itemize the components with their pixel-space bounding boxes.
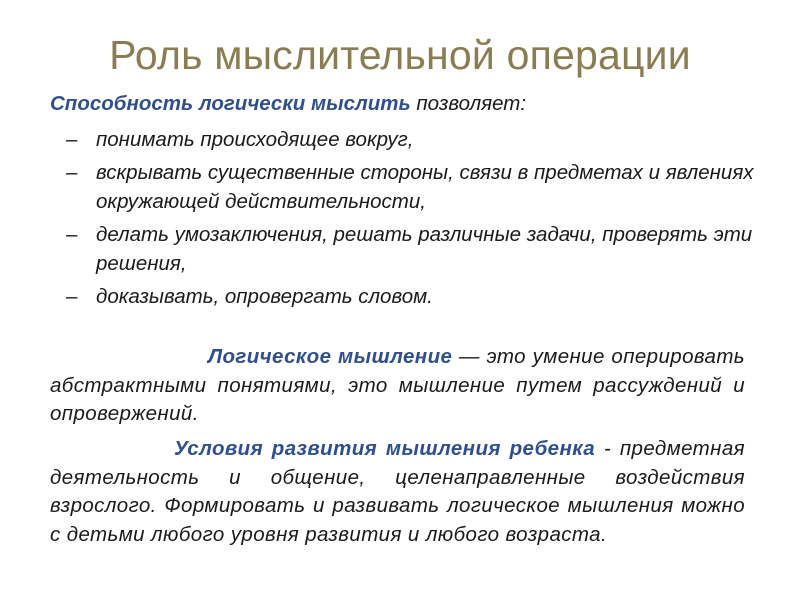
bullet-item	[66, 158, 766, 216]
paragraph-development-conditions	[50, 435, 745, 549]
intro-rest: позволяет:	[410, 92, 527, 115]
bullet-dash: –	[66, 128, 78, 151]
intro-highlight: Способность логически мыслить	[50, 92, 411, 115]
bullet-text: делать умозаключения, решать различные задачи, проверять эти решения,	[96, 223, 753, 275]
paragraph2-rest: - предметная деятельность и общение, целенаправленные воздействия взрослого. Формировать и развивать логическое мышления можно с детьми любого уровня развития и любого возраста.	[50, 437, 745, 546]
paragraph-logical-thinking	[50, 343, 745, 429]
bullet-item	[66, 125, 766, 154]
slide-title: Роль мыслительной операции	[109, 32, 691, 78]
bullet-item	[66, 282, 766, 311]
bullet-text: понимать происходящее вокруг,	[96, 128, 414, 151]
bullet-text: вскрывать существенные стороны, связи в предметах и явлениях окружающей действительности,	[96, 161, 754, 213]
bullet-dash: –	[66, 223, 78, 246]
paragraph1-highlight: Логическое мышление	[208, 345, 453, 368]
bullet-text: доказывать, опровергать словом.	[96, 285, 433, 308]
paragraph2-highlight: Условия развития мышления ребенка	[174, 437, 596, 460]
paragraph1-rest: — это умение оперировать абстрактными понятиями, это мышление путем рассуждений и опровержений.	[50, 345, 745, 425]
bullet-dash: –	[66, 285, 78, 308]
bullet-item	[66, 220, 766, 278]
bullet-dash: –	[66, 161, 78, 184]
bullet-list	[66, 125, 766, 315]
intro-line	[50, 92, 526, 116]
